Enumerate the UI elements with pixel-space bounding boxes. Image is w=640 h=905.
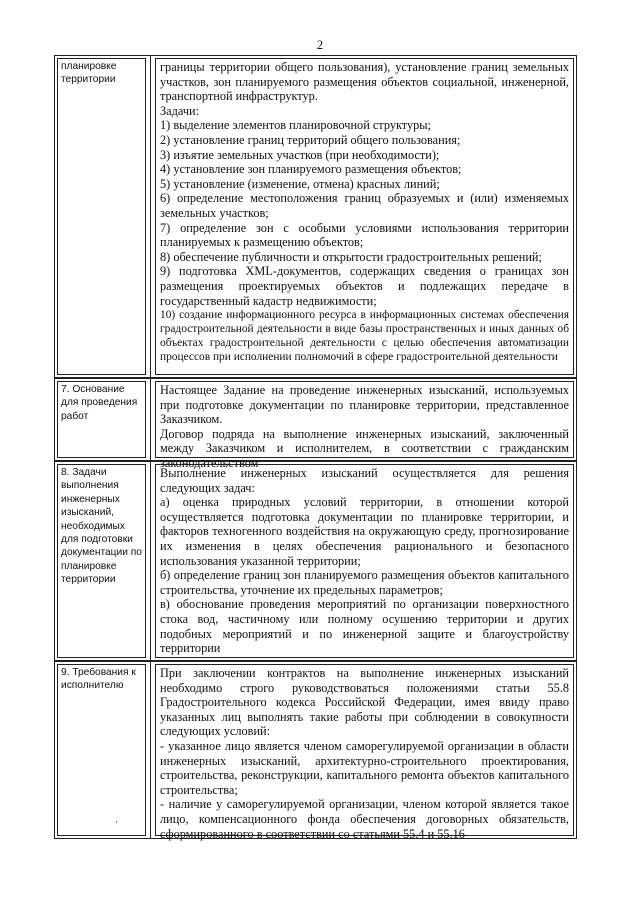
row-label: 7. Основание для проведения работ xyxy=(57,381,146,458)
row-label: 8. Задачи выполнения инженерных изысканий, необходимых для подготовки документации по планировке территории xyxy=(57,464,146,658)
table-row xyxy=(54,378,577,461)
paragraph: 3) изъятие земельных участков (при необходимости); xyxy=(160,147,440,162)
paragraph: - наличие у саморегулируемой организации, членом которой является такое лицо, компенсационного фонда обеспечения договорных обязательств, сформированного в соответствии со статьями 55.4 и 55.16 xyxy=(160,797,569,841)
row-label: планировке территории xyxy=(57,58,146,375)
table-row xyxy=(54,661,577,839)
paragraph: а) оценка природных условий территории, в отношении которой осуществляется подготовка документации по планировке территории, и факторов техногенного воздействия на окружающую среду, прогнозирование их изменения в целях обеспечения рационального и безопасного использования указанной территории; xyxy=(160,495,569,568)
paragraph: б) определение границ зон планируемого размещения объектов капитального строительства, уточнение их предельных параметров; xyxy=(160,568,569,597)
row-content xyxy=(155,381,574,470)
paragraph: 9) подготовка XML-документов, содержащих сведения о границах зон размещения проектируемых объектов и подлежащих передаче в государственный кадастр недвижимости; xyxy=(160,264,569,308)
table-row xyxy=(54,55,577,378)
requirements-table xyxy=(54,55,577,839)
paragraph: в) обоснование проведения мероприятий по организации поверхностного стока вод, частичному или полному осушению территории и других подобных мероприятий и по инженерной защите и благоустройству территории xyxy=(160,597,569,656)
paragraph: границы территории общего пользования), установление границ земельных участков, зон планируемого размещения объектов социальной, инженерной, транспортной инфраструктур. xyxy=(160,60,569,104)
paragraph: 10) создание информационного ресурса в информационных системах обеспечения градостроительной деятельности в виде базы пространственных и иных данных об объектах градостроительной деятельности с целью обеспечения автоматизации процессов при исполнении полномочий в сфере градостроительной деятельности xyxy=(160,309,569,364)
paragraph: - указанное лицо является членом саморегулируемой организации в области инженерных изысканий, архитектурно-строительного проектирования, строительства, реконструкции, капитального ремонта объектов капитального строительства; xyxy=(160,738,569,797)
row-content xyxy=(155,58,574,375)
stray-mark: ' xyxy=(116,819,118,829)
table-row xyxy=(54,461,577,661)
paragraph: Задачи: xyxy=(160,103,200,118)
paragraph: 5) установление (изменение, отмена) красных линий; xyxy=(160,176,440,191)
paragraph: 8) обеспечение публичности и открытости градостроительных решений; xyxy=(160,249,542,264)
row-content xyxy=(155,664,574,841)
paragraph: 6) определение местоположения границ образуемых и (или) изменяемых земельных участков; xyxy=(160,191,569,220)
paragraph: Выполнение инженерных изысканий осуществляется для решения следующих задач: xyxy=(160,466,569,495)
paragraph: Настоящее Задание на проведение инженерных изысканий, используемых при подготовке документации по планировке территории, представленное Заказчиком. xyxy=(160,383,569,427)
paragraph: 7) определение зон с особыми условиями использования территории планируемых к размещению объектов; xyxy=(160,220,569,250)
paragraph: 2) установление границ территорий общего пользования; xyxy=(160,132,461,147)
paragraph: 1) выделение элементов планировочной структуры; xyxy=(160,118,431,133)
paragraph: Договор подряда на выполнение инженерных изысканий, заключенный между Заказчиком и исполнителем, в соответствии с гражданским законодательством xyxy=(160,426,569,470)
row-label-text: 9. Требования к исполнителю xyxy=(61,667,136,692)
row-content xyxy=(155,464,574,658)
row-label xyxy=(57,664,146,836)
page-number: 2 xyxy=(316,38,324,52)
paragraph: При заключении контрактов на выполнение инженерных изысканий необходимо строго руководствоваться положениями статьи 55.8 Градостроительного кодекса Российской Федерации, имея ввиду право указанных лиц выполнять такие работы при соблюдении в совокупности следующих условий: xyxy=(160,666,569,739)
paragraph: 4) установление зон планируемого размещения объектов; xyxy=(160,162,462,177)
